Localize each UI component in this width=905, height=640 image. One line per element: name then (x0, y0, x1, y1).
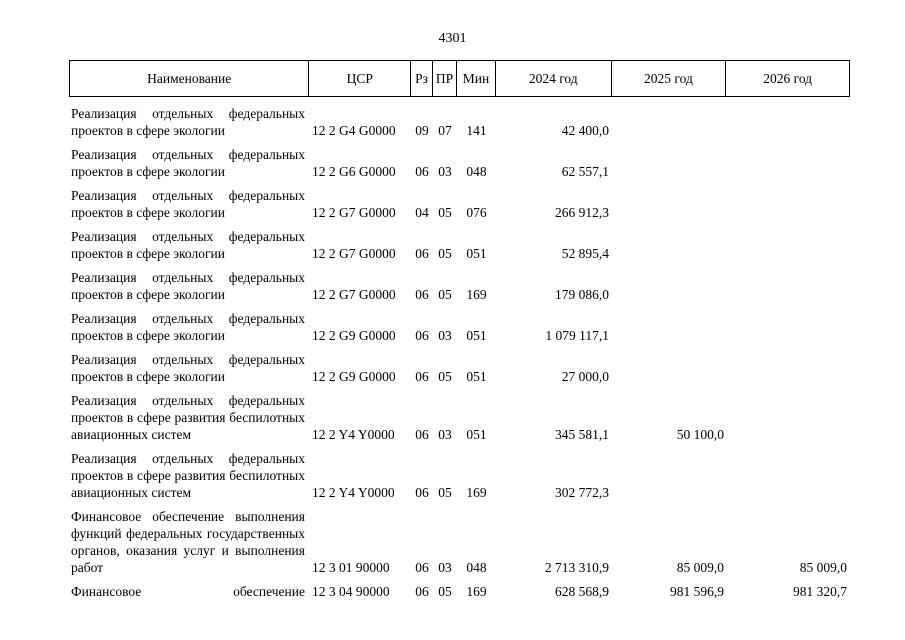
row-2025: 85 009,0 (676, 560, 724, 575)
row-name: Реализация отдельных федеральных проектов в сфере развития беспилотных авиационных систем (71, 393, 305, 442)
header-csr: ЦСР (309, 61, 411, 96)
row-csr: 12 2 G7 G0000 (312, 205, 396, 220)
row-pr: 05 (438, 246, 452, 261)
row-rz: 04 (415, 205, 429, 220)
header-name: Наименование (70, 61, 309, 96)
table-body (69, 105, 850, 607)
row-2024: 42 400,0 (561, 123, 609, 138)
header-2024: 2024 год (496, 61, 612, 96)
table-row (69, 392, 850, 443)
row-csr: 12 3 01 90000 (312, 560, 390, 575)
row-min: 051 (466, 328, 487, 343)
row-min: 048 (466, 164, 487, 179)
row-csr: 12 2 Y4 Y0000 (312, 427, 395, 442)
row-min: 048 (466, 560, 487, 575)
row-pr: 03 (438, 427, 452, 442)
row-csr: 12 2 G7 G0000 (312, 287, 396, 302)
row-min: 076 (466, 205, 487, 220)
table-row (69, 450, 850, 501)
row-pr: 05 (438, 369, 452, 384)
row-name: Реализация отдельных федеральных проектов в сфере экологии (71, 229, 305, 261)
row-2024: 345 581,1 (555, 427, 609, 442)
header-2025: 2025 год (612, 61, 727, 96)
row-2024: 27 000,0 (561, 369, 609, 384)
page-number: 4301 (438, 31, 467, 46)
row-2024: 302 772,3 (555, 485, 609, 500)
row-2024: 266 912,3 (555, 205, 609, 220)
row-csr: 12 3 04 90000 (312, 584, 390, 599)
row-2025: 981 596,9 (670, 584, 724, 599)
header-2026: 2026 год (763, 70, 813, 86)
table-row (69, 105, 850, 139)
row-2024: 62 557,1 (561, 164, 609, 179)
header-pr: ПР (433, 61, 457, 96)
row-name: Реализация отдельных федеральных проектов в сфере экологии (71, 188, 305, 220)
row-min: 169 (466, 584, 487, 599)
row-2024: 1 079 117,1 (545, 328, 609, 343)
row-min: 169 (466, 287, 487, 302)
row-2024: 52 895,4 (561, 246, 609, 261)
table-row (69, 146, 850, 180)
row-pr: 03 (438, 164, 452, 179)
row-min: 051 (466, 246, 487, 261)
row-name: Реализация отдельных федеральных проектов в сфере экологии (71, 352, 305, 384)
row-2024: 179 086,0 (555, 287, 609, 302)
row-2024: 628 568,9 (555, 584, 609, 599)
row-pr: 05 (438, 205, 452, 220)
row-rz: 06 (415, 246, 429, 261)
row-name: Реализация отдельных федеральных проектов в сфере развития беспилотных авиационных систем (71, 451, 305, 500)
row-rz: 09 (415, 123, 429, 138)
row-rz: 06 (415, 427, 429, 442)
row-2026: 85 009,0 (799, 560, 847, 575)
row-name: Финансовое обеспечение выполнения функций федеральных государственных органов, оказания услуг и выполнения работ (71, 509, 305, 575)
row-pr: 03 (438, 328, 452, 343)
row-rz: 06 (415, 560, 429, 575)
row-pr: 05 (438, 485, 452, 500)
row-rz: 06 (415, 584, 429, 599)
row-2026: 981 320,7 (793, 584, 847, 599)
row-rz: 06 (415, 328, 429, 343)
row-csr: 12 2 G6 G0000 (312, 164, 396, 179)
row-name: Реализация отдельных федеральных проектов в сфере экологии (71, 311, 305, 343)
row-name: Реализация отдельных федеральных проектов в сфере экологии (71, 106, 305, 138)
table-row (69, 310, 850, 344)
row-name: Реализация отдельных федеральных проектов в сфере экологии (71, 147, 305, 179)
row-pr: 05 (438, 287, 452, 302)
row-pr: 07 (438, 123, 452, 138)
row-csr: 12 2 G7 G0000 (312, 246, 396, 261)
table-row (69, 508, 850, 576)
row-rz: 06 (415, 369, 429, 384)
row-csr: 12 2 G9 G0000 (312, 369, 396, 384)
row-csr: 12 2 G9 G0000 (312, 328, 396, 343)
row-rz: 06 (415, 164, 429, 179)
row-min: 141 (466, 123, 487, 138)
table-row (69, 228, 850, 262)
row-pr: 03 (438, 560, 452, 575)
row-rz: 06 (415, 485, 429, 500)
row-name: Реализация отдельных федеральных проектов в сфере экологии (71, 270, 305, 302)
header-min: Мин (457, 61, 496, 96)
row-min: 169 (466, 485, 487, 500)
row-2025: 50 100,0 (676, 427, 724, 442)
table-row (69, 187, 850, 221)
table-row (69, 583, 850, 600)
row-name: Финансовое обеспечение (71, 584, 305, 599)
table-header (69, 60, 850, 97)
row-min: 051 (466, 427, 487, 442)
header-rz: Рз (411, 61, 433, 96)
row-csr: 12 2 G4 G0000 (312, 123, 396, 138)
row-csr: 12 2 Y4 Y0000 (312, 485, 395, 500)
table-row (69, 351, 850, 385)
row-2024: 2 713 310,9 (544, 560, 609, 575)
row-pr: 05 (438, 584, 452, 599)
table-row (69, 269, 850, 303)
row-rz: 06 (415, 287, 429, 302)
row-min: 051 (466, 369, 487, 384)
